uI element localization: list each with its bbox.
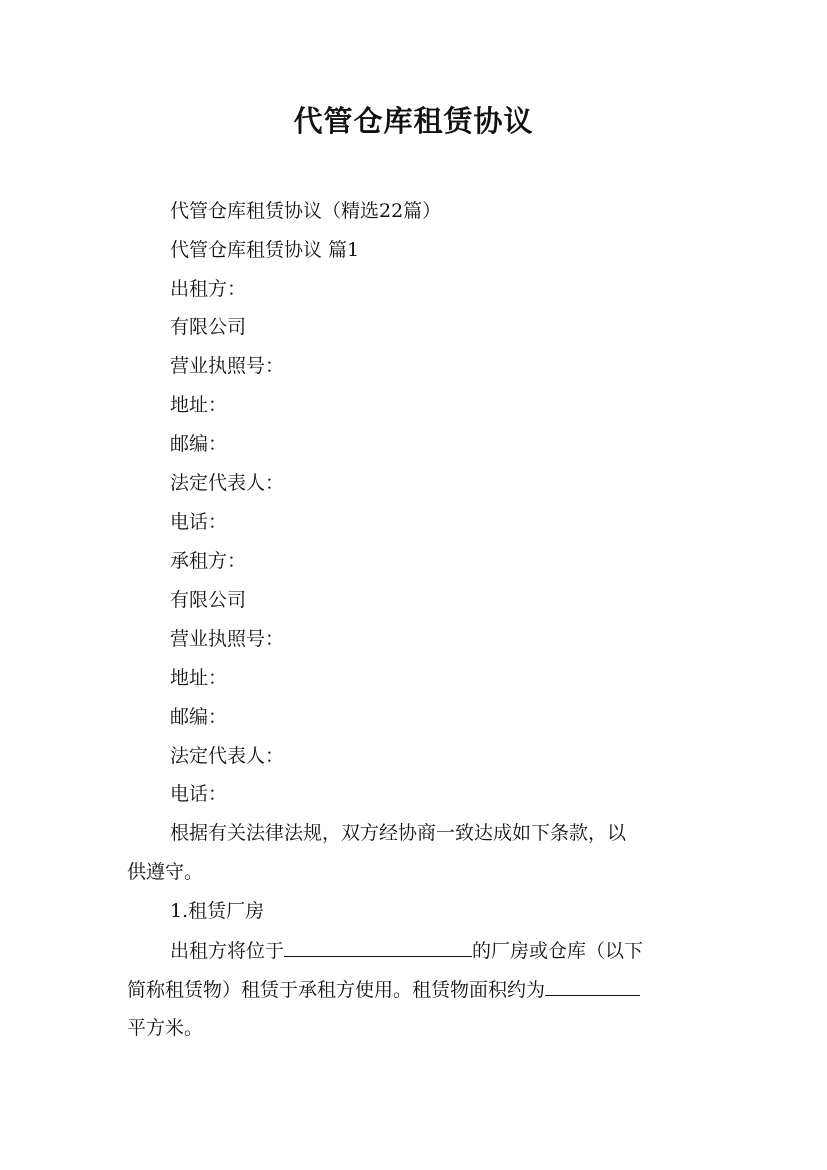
lessor-phone: 电话： [170,511,228,533]
document-title: 代管仓库租赁协议 [293,104,534,138]
lessor-license: 营业执照号： [170,355,285,377]
section-heading: 代管仓库租赁协议 篇1 [170,239,360,261]
document-subtitle: 代管仓库租赁协议（精选22篇） [170,200,442,222]
location-blank [284,938,472,957]
clause-1-paragraph-line-1 [170,938,643,963]
area-blank [545,977,640,996]
clause-1-text-suffix: 的厂房或仓库（以下 [472,940,644,962]
lessee-label: 承租方： [170,550,247,572]
clause-1-text-prefix: 出租方将位于 [170,940,285,962]
intro-line-1: 根据有关法律法规，双方经协商一致达成如下条款，以 [170,822,627,844]
lessee-phone: 电话： [170,783,228,805]
intro-line-2: 供遵守。 [127,861,204,883]
lessee-address: 地址： [170,667,228,689]
lessee-company: 有限公司 [170,589,247,611]
lessor-representative: 法定代表人： [170,472,285,494]
lessee-representative: 法定代表人： [170,745,285,767]
lessor-postcode: 邮编： [170,433,228,455]
lessee-postcode: 邮编： [170,706,228,728]
lessor-address: 地址： [170,394,228,416]
lessor-company: 有限公司 [170,316,247,338]
clause-1-paragraph-line-3: 平方米。 [127,1017,204,1039]
clause-1-text-line-2: 简称租赁物）租赁于承租方使用。租赁物面积约为 [127,979,546,1001]
clause-1-heading: 1.租赁厂房 [170,900,265,922]
clause-1-paragraph-line-2 [127,977,640,1002]
lessee-license: 营业执照号： [170,628,285,650]
lessor-label: 出租方： [170,278,247,300]
